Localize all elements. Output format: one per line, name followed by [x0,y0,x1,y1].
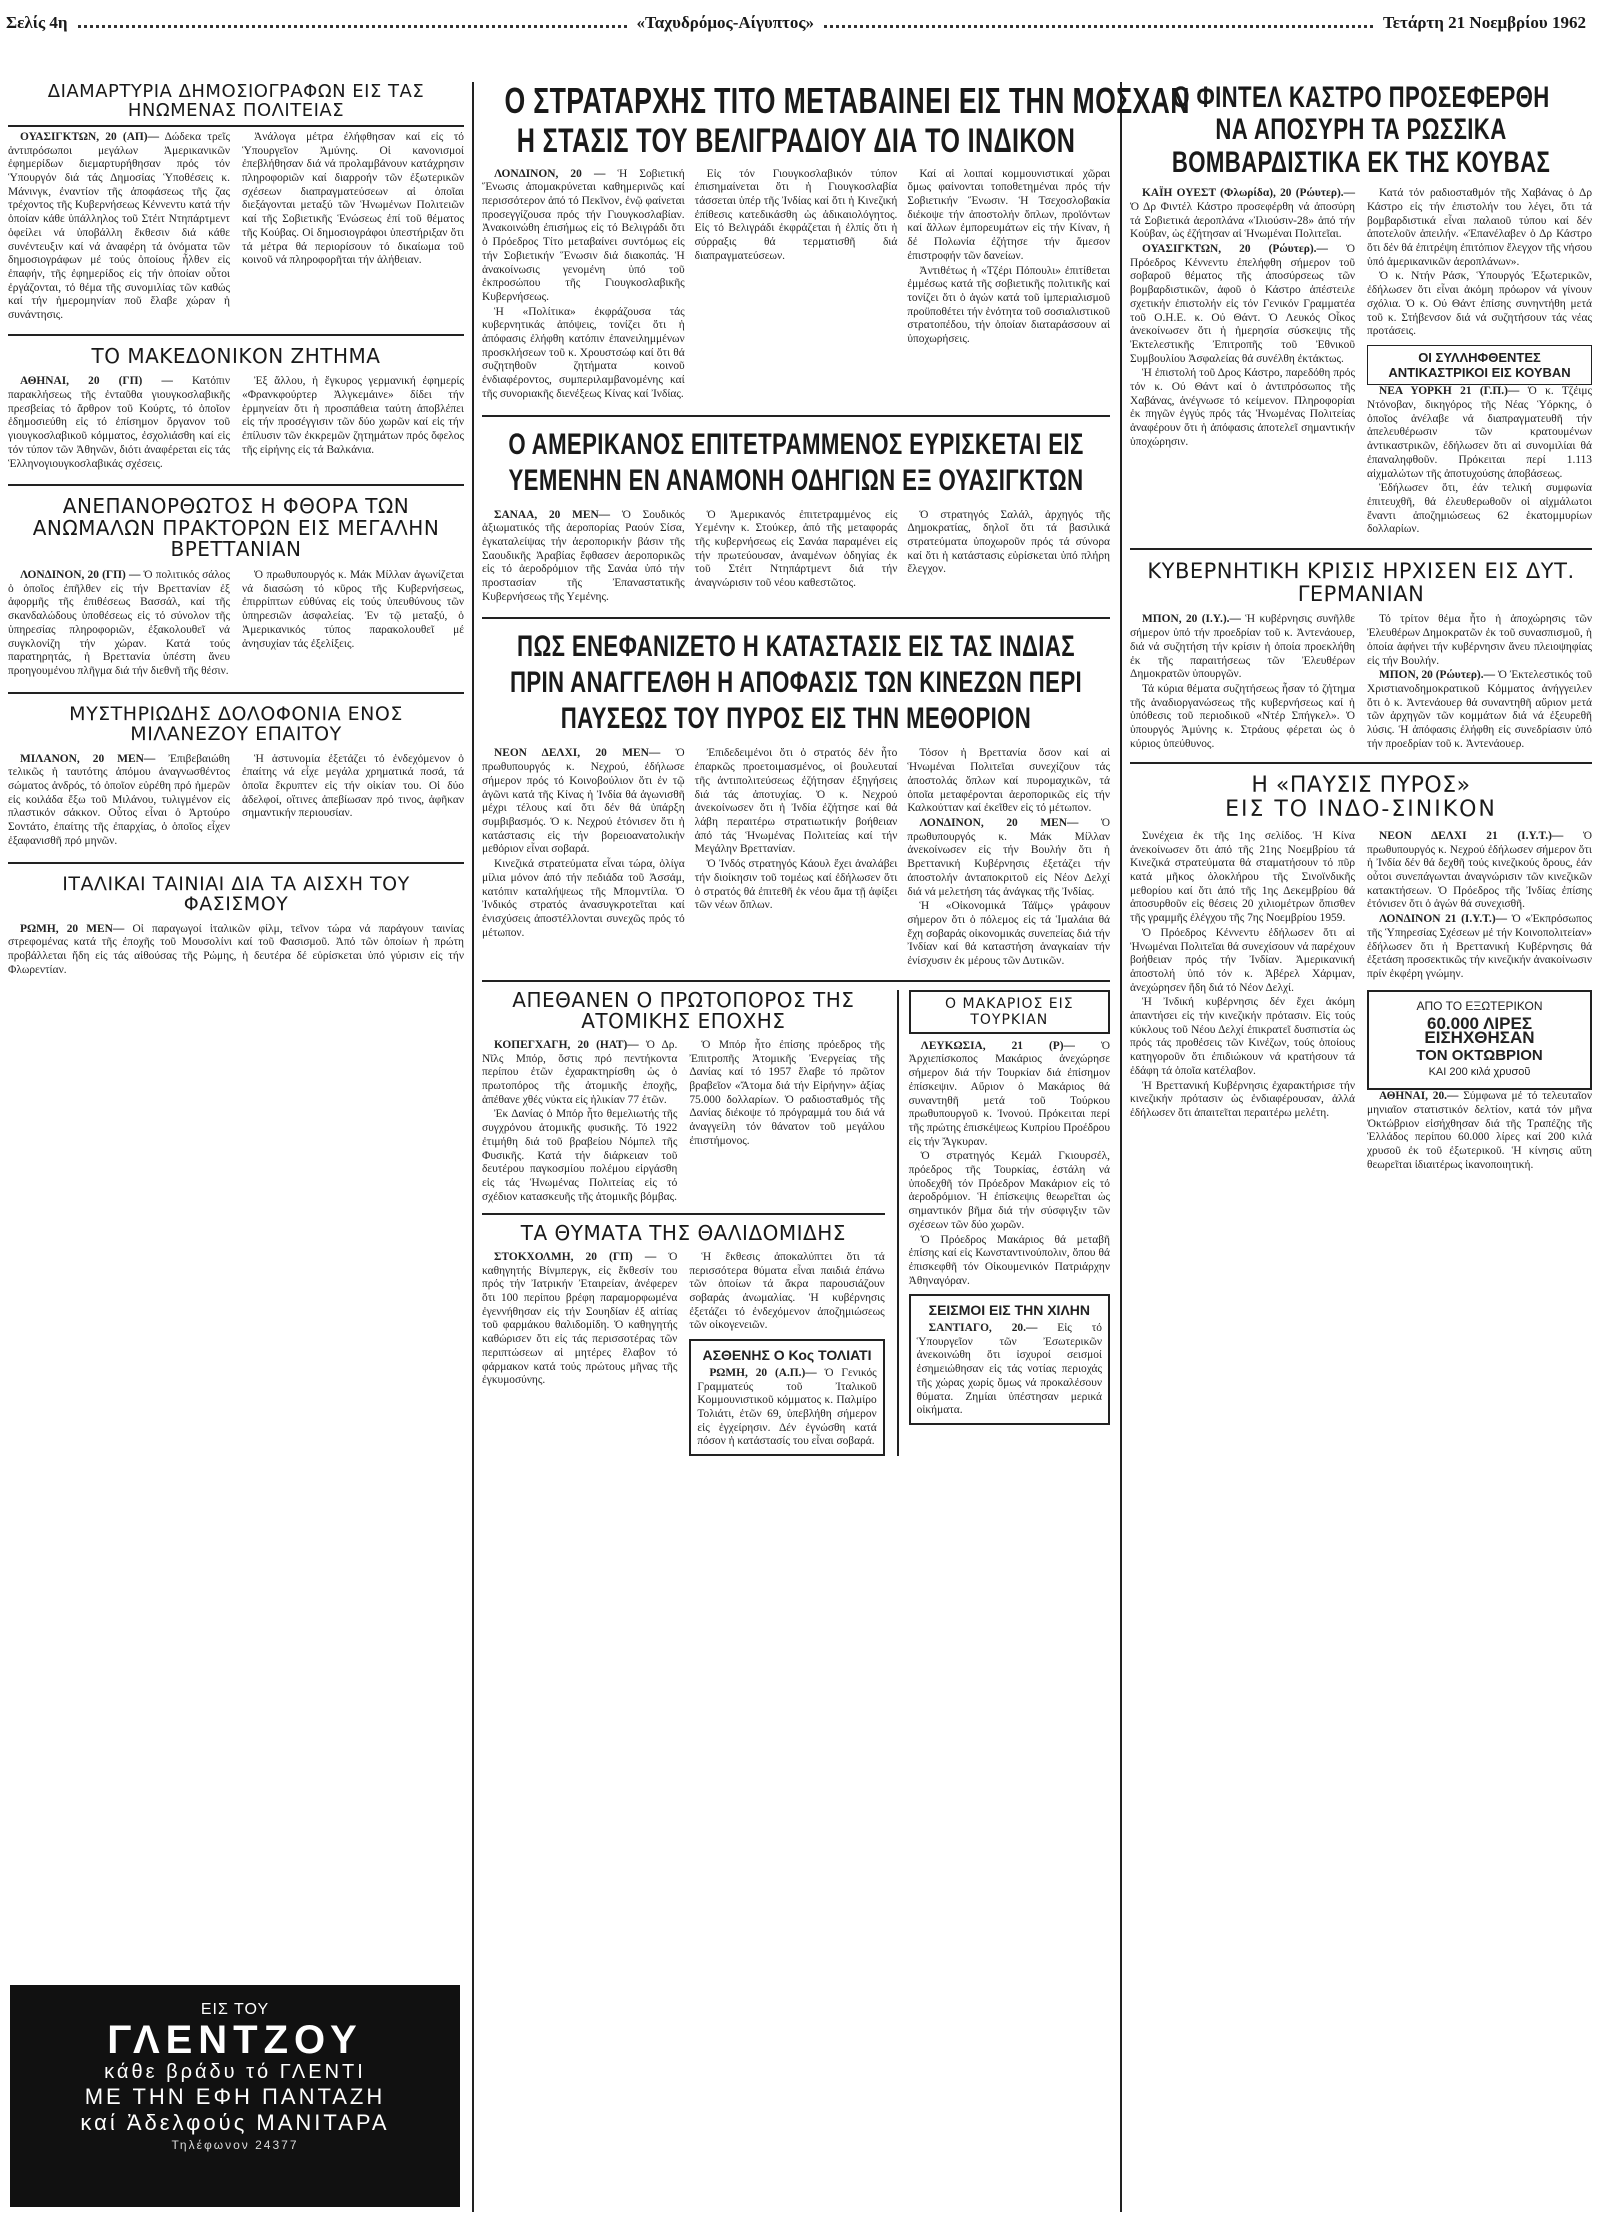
article-body: Ἐπιδεδειμένοι ὅτι ὁ στρατός δέν ἦτο ἐπαρκῶς προετοιμασμένος, οἱ βουλευταί τῆς ἀντιπολιτεύσεως ἐζήτησαν ἐξηγήσεις διά τάς ἀποτυχίας. Ὁ κ. Νεχρού ἀνεκοίνωσεν ὅτι ἡ Ἰνδία ἐζήτησε καί θά λάβη περαιτέρω στρατιωτικήν βοήθειαν ἀπό τάς Ἡνωμένας Πολιτείας καί τήν Μεγάλην Βρεττανίαν. [694,747,898,856]
article-body: Ὁ στρατηγός Σαλάλ, ἀρχηγός τῆς Δημοκρατίας, δηλοῖ ὅτι τά βασιλικά στρατεύματα ὑποχωροῦν πρός τά σύνορα καί ὅτι ἡ κατάστασις εὑρίσκεται ὑπό πλήρη ἔλεγχον. [907,508,1111,576]
article-body: Ὁ πρωθυπουργός κ. Νεχρού ἐδήλωσεν σήμερον ὅτι ἡ Ἰνδία δέν θά δεχθῆ τούς κινεζικούς ὅρους, ἐάν οὗτοι συνεπάγωνται ἀναγνώρισιν τῶν κινεζικῶν κατακτήσεων. Ὁ Πρόεδρος τῆς Ἰνδίας ἐπίσης ἐτόνισεν ὅτι ὁ ἀγών θά συνεχισθῆ. [1367,829,1592,911]
boxed-article-chile-quakes [909,1294,1110,1425]
article-macedonian-issue [8,343,464,473]
box-headline: ΟΙ ΣΥΛΛΗΦΘΕΝΤΕΣ [1418,349,1541,365]
article-body: Ὁ Ἐκτελεστικός τοῦ Χριστιανοδημοκρατικοῦ Κόμματος ἀνήγγειλεν ὅτι ὁ κ. Ἀντενάουερ θά συναντηθῆ αὔριον μετά τῶν ἀρχηγῶν τῶν κομμάτων διά νά ἐξευρεθῆ λύσις. Ἡ ἀπόφασις ἐλήφθη εἰς συνεδρίασιν ὑπό τήν προεδρίαν τοῦ κ. Ἀντενάουερ. [1367,669,1592,750]
article-body: Ὁ πρωθυπουργός κ. Μάκ Μίλλαν ἀγωνίζεται νά διασώση τό κῦρος τῆς Κυβερνήσεως, ἐπιρρίπτων εὐθύνας εἰς τούς ὑπευθύνους τῶν ὑπηρεσιῶν ἀσφαλείας. Ἐν τῷ μεταξύ, ὁ Ἀμερικανικός τύπος παρακολουθεῖ μέ ἀνησυχίαν τάς ἐξελίξεις. [242,569,464,650]
article-milan-murder [8,704,464,850]
article-body: Ἐπιβεβαιώθη τελικῶς ἡ ταυτότης ἀπόμου ἀναγνωσθέντος σώματος ἀνδρός, τό ὁποῖον εὑρέθη πρό ἡμερῶν εἰς κοιλάδα ἔξω τοῦ Μιλάνου, τυλιγμένον εἰς πλαστικόν σάκκον. Οὗτος εἶναι ὁ Ἀρτούρο Σοντάτο, ἐπαίτης τῆς ἐπαρχίας, ὁ ὁποῖος εἶχεν ἐξαφανισθῆ πρό μηνῶν. [8,752,230,847]
article-body: Εἰς τόν Γιουγκοσλαβικόν τύπον ἐπισημαίνεται ὅτι ἡ Γιουγκοσλαβία τάσσεται ὑπέρ τῆς Ἰνδίας καί ὅτι ἡ Κινεζική ἐπίθεσις κατεδικάσθη ὡς ἀδικαιολόγητος. Εἰς τό Βελιγράδι ἐκφράζεται ἡ ἐλπίς ὅτι ἡ σύρραξις θά τερματισθῆ διά διαπραγματεύσεων. [694,167,898,262]
dateline: ΛΟΝΔΙΝΟΝ, 20 — [494,167,618,180]
article-body: Οἱ παραγωγοί ἰταλικῶν φίλμ, τεῖνον τώρα νά παράγουν ταινίας στρεφομένας κατά τῆς ἐποχῆς τοῦ Μουσολίνι καί τοῦ Φασισμοῦ. Ἀπό τῶν ὁποίων ἡ πρώτη προβάλλεται ἤδη εἰς τάς αἰθούσας τῆς Ρώμης, ἡ δευτέρα δέ εὑρίσκεται ὑπό γύρισιν εἰς τήν Φλωρεντίαν. [8,922,464,976]
headline: Ο ΦΙΝΤΕΛ ΚΑΣΤΡΟ ΠΡΟΣΕΦΕΡΘΗ [1172,81,1550,114]
article-body: Ὁ Ἀρχιεπίσκοπος Μακάριος ἀνεχώρησε σήμερον διά τήν Τουρκίαν διά ἐπίσημον ἐπίσκεψιν. Αὔριον ὁ Μακάριος θά συναντηθῆ μετά τοῦ Τούρκου πρωθυπουργοῦ κ. Ἰνονού. Πρόκειται περί τῆς πρώτης ἐπισκέψεως Κυπρίου Προέδρου εἰς τήν Ἄγκυραν. [908,1039,1110,1148]
article-india-situation [482,629,1110,969]
headline: Η ΣΤΑΣΙΣ ΤΟΥ ΒΕΛΙΓΡΑΔΙΟΥ ΔΙΑ ΤΟ ΙΝΔΙΚΟΝ [516,121,1076,160]
box-headline: ΤΟΝ ΟΚΤΩΒΡΙΟΝ [1416,1046,1543,1064]
article-body: Ἡ Σοβιετική Ἕνωσις ἀπομακρύνεται καθημερινῶς καί περισσότερον ἀπό τό Πεκῖνον, ἐνῷ φαίνεται προσεγγίζουσα πρός τήν Γιουγκοσλαβίαν. Ἀνακοινώθη ἐπισήμως εἰς τό Βελιγράδι ὅτι ὁ Πρόεδρος Τίτο μεταβαίνει συντόμως εἰς τήν Σοβιετικήν Ἕνωσιν διά διακοπάς. Ἡ ἀνακοίνωσις γενομένη ὑπό τοῦ ἐκπροσώπου τῆς Γιουγκοσλαβικῆς Κυβερνήσεως. [482,167,685,303]
article-body: Δώδεκα τρεῖς ἀντιπρόσωποι μεγάλων Ἀμερικανικῶν ἐφημερίδων διεμαρτυρήθησαν πρός τόν Ὑπουργόν διά τάς Δημοσίας Ὑποθέσεις κ. Μάνινγκ, ἐναντίον τῆς ἀποφάσεως τῆς ζας τρέχοντος τῆς Κυβερνήσεως Κέννεντυ κατά τήν ὁποίαν κάθε ὑπάλληλος τοῦ Στέιτ Ντηπάρτμεντ ὀφείλει νά ὑποβάλλη ἔκθεσιν διά κάθε συνέντευξιν καί νά ἀναφέρη τά ὀνόματα τῶν δημοσιογράφων μέ τούς ὁποίους ἦλθεν εἰς ἐπαφήν, τῆς ἐφημερίδος εἰς τήν ὁποίαν οὗτοι ἐργάζονται, τό θέμα τῆς συνομιλίας τῶν καθώς καί τήν ἡμερομηνίαν ποῦ ἔλαβε χώραν ἡ συνάντησις. [8,130,230,322]
article-body: Ἡ ἀστυνομία ἐξετάζει τό ἐνδεχόμενον ὁ ἐπαίτης νά εἶχε μεγάλα χρηματικά ποσά, τά ὁποῖα ἔκρυπτεν εἰς τήν οἰκίαν του. Οἱ δύο ἀδελφοί, οἵτινες ἀπεβίωσαν πρό τινος, ἀφῆκαν σημαντικήν περιουσίαν. [242,752,464,820]
article-body: Κινεζικά στρατεύματα εἶναι τώρα, ὁλίγα μίλια μόνον ἀπό τήν πεδιάδα τοῦ Ἀσσάμ, κατόπιν καταλήψεως τῆς Μπομντίλα. Ὁ Ἰνδικός στρατός ἀνασυγκροτεῖται καί ἐνισχύσεις ἀποστέλλονται συνεχῶς πρός τό μέτωπον. [482,858,685,939]
left-column [8,82,464,2207]
dateline: ΛΟΝΔΙΝΟΝ, 20 (ΓΠ) — [20,569,141,582]
headline: ΜΥΣΤΗΡΙΩΔΗΣ ΔΟΛΟΦΟΝΙΑ ΕΝΟΣ ΜΙΛΑΝΕΖΟΥ ΕΠΑΙΤΟΥ [69,702,403,746]
article-body: Ὁ πολιτικός σάλος ὁ ὁποῖος ἐπῆλθεν εἰς τήν Βρεττανίαν ἐξ ἀφορμῆς τῆς ἐπιθέσεως Βασσάλ, καί τῆς σκανδαλώδους ὑποθέσεως εἰς τό σύνολον τῆς ὑπηρεσίας πληροφοριῶν, ἐξακολουθεῖ νά συγκλονίζη τήν χώραν. Κατά τούς παρατηρητάς, ἡ Βρεττανία ὑπέστη ἄνευ προηγουμένου πλῆγμα διά τήν διεθνῆ τῆς θέσιν. [8,569,230,677]
ad-line: ΜΕ ΤΗΝ ΕΦΗ ΠΑΝΤΑΖΗ [84,2084,386,2109]
article-body: Ἀνάλογα μέτρα ἐλήφθησαν καί εἰς τό Ὑπουργεῖον Ἀμύνης. Οἱ κανονισμοί ἐπεβλήθησαν διά νά προλαμβάνουν κατάχρησιν πληροφοριῶν καί διαρροήν τῶν ἐξωτερικῶν σχέσεων διαπραγματεύσεων αἱ ὁποῖαι διεξάγονται μεταξύ τῶν Ἡνωμένων Πολιτειῶν καί τῆς Σοβιετικῆς Ἑνώσεως ἐπί τοῦ θέματος τῆς Κούβας. Οἱ δημοσιογράφοι ὑπεστήριξαν ὅτι τά μέτρα θά περιορίσουν τό δικαίωμα τοῦ κοινοῦ νά πληροφορῆται τήν ἀλήθειαν. [242,130,464,267]
article-body: Ὁ Δρ. Νῖλς Μπόρ, ὅστις πρό πεντήκοντα περίπου ἐτῶν ἐχαρακτηρίσθη ὡς ὁ πρωτοπόρος τῆς ἀτομικῆς ἐποχῆς, ἀπέθανε χθές νύκτα εἰς ἡλικίαν 77 ἐτῶν. [482,1038,678,1106]
column-rule [472,82,474,2212]
article-body: Ὁ πρωθυπουργός κ. Μάκ Μίλλαν ἀνεκοίνωσεν εἰς τήν Βουλήν ὅτι ἡ Βρεττανική Κυβέρνησις ἐξετάζει τήν ἀποστολήν ἀνταποκριτοῦ εἰς Νέον Δελχί διά νά μελετήση τάς ἀνάγκας τῆς Ἰνδίας. [907,816,1111,898]
dateline: ΡΩΜΗ, 20 (Α.Π.)— [709,1366,817,1379]
newspaper-name: «Ταχυδρόμος-Αίγυπτος» [636,13,815,32]
box-headline: ΑΣΘΕΝΗΣ Ο Κος ΤΟΛΙΑΤΙ [702,1347,872,1364]
article-body: Ἐδήλωσεν ὅτι, ἐάν τελική συμφωνία ἐπιτευχθῆ, θά ἐλευθερωθοῦν οἱ αἰχμάλωτοι ἔναντι ἀποζημιώσεως 62 ἑκατομμυρίων δολλαρίων. [1367,482,1592,536]
article-body: Τόσον ἡ Βρεττανία ὅσον καί αἱ Ἡνωμέναι Πολιτεῖαι συνεχίζουν τάς ἀποστολάς ὅπλων καί πυρομαχικῶν, τά ὁποῖα μεταφέρονται ἀεροπορικῶς εἰς τήν Καλκούτταν καί ἐκεῖθεν εἰς τό μέτωπον. [907,747,1111,815]
advertisement-glentzou [10,1985,460,2207]
headline: Η «ΠΑΥΣΙΣ ΠΥΡΟΣ» [1251,773,1471,799]
headline: ΤΟ ΜΑΚΕΔΟΝΙΚΟΝ ΖΗΤΗΜΑ [91,343,381,368]
article-body: Ἐξ ἄλλου, ἡ ἔγκυρος γερμανική ἐφημερίς «Φρανκφούρτερ Ἀλγκεμάινε» δίδει τήν ἑρμηνείαν ὅτι ἡ προσπάθεια ταύτη ἀποβλέπει εἰς τήν προσέγγισιν τῶν δύο χωρῶν καί εἰς τήν ἐπίλυσιν τῶν ἐκκρεμῶν ζητημάτων πρός ὄφελος τῆς εἰρήνης εἰς τά Βαλκάνια. [242,375,464,456]
ad-line: καί Ἀδελφούς ΜΑΝΙΤΑΡΑ [80,2110,390,2135]
dotted-rule [824,19,1373,28]
article-journalists-protest [8,82,464,324]
article-body: Ἡ Βρεττανική Κυβέρνησις ἐχαρακτήρισε τήν κινεζικήν πρότασιν ὡς ἐνδιαφέρουσαν, ἀλλά ἐδήλωσεν ὅτι ἀπαιτεῖται περαιτέρω μελέτη. [1130,1079,1355,1119]
article-body: Ὁ Πρόεδρος Κέννεντυ ἐδήλωσεν ὅτι αἱ Ἡνωμέναι Πολιτεῖαι θά συνεχίσουν νά παρέχουν βοήθειαν πρός τήν Ἰνδίαν. Ἀμερικανική ἀποστολή ὑπό τόν κ. Ἀβέρελ Χάριμαν, ἀνεχώρησεν ἤδη διά τό Νέον Δελχί. [1130,926,1355,994]
article-body: Ὁ Ἀμερικανός ἐπιτετραμμένος εἰς Υεμένην κ. Στούκερ, ἀπό τῆς μεταφοράς τῆς κυβερνήσεως εἰς Σανάα παραμένει εἰς τήν πρωτεύουσαν, ἀναμένων ὁδηγίας ἐκ τοῦ Στέιτ Ντηπάρτμεντ διά τήν ἀναγνώρισιν τοῦ νέου καθεστῶτος. [694,508,898,590]
headline: Ο ΣΤΡΑΤΑΡΧΗΣ ΤΙΤΟ ΜΕΤΑΒΑΙΝΕΙ ΕΙΣ ΤΗΝ ΜΟΣΧΑΝ [504,80,1190,121]
dateline: ΜΠΟΝ, 20 (Ι.Υ.).— [1142,613,1241,626]
headline: ΕΙΣ ΤΟ ΙΝΔΟ-ΣΙΝΙΚΟΝ [1225,797,1497,823]
article-body: Ὁ πρωθυπουργός κ. Νεχρού, ἐδήλωσε σήμερον πρός τό Κοινοβούλιον ὅτι ἐν τῷ ἀγῶνι κατά τῆς Κίνας ἡ Ἰνδία θά ἀγωνισθῆ μέχρι τέλους καί ὅτι δέν θά ὑπάρξη συμβιβασμός. Ὁ κ. Νεχρού ἐτόνισεν ὅτι ἡ κατάστασις εἰς τήν βορειοανατολικήν μεθόριον εἶναι σοβαρά. [482,747,685,856]
dateline: ΝΕΟΝ ΔΕΛΧΙ, 20 ΜΕΝ— [494,747,661,760]
headline: ΔΙΑΜΑΡΤΥΡΙΑ ΔΗΜΟΣΙΟΓΡΑΦΩΝ ΕΙΣ ΤΑΣ ΗΝΩΜΕΝΑΣ ΠΟΛΙΤΕΙΑΣ [47,81,425,122]
article-body: Εἰς τό Ὑπουργεῖον τῶν Ἐσωτερικῶν ἀνεκοινώθη ὅτι ἰσχυροί σεισμοί ἐσημειώθησαν εἰς τάς νοτίας περιοχάς τῆς χώρας χωρίς ὅμως νά προκαλέσουν θύματα. Ζημίαι ὑπέστησαν μερικά οἰκήματα. [916,1322,1102,1417]
box-headline: ΑΝΤΙΚΑΣΤΡΙΚΟΙ ΕΙΣ ΚΟΥΒΑΝ [1388,364,1571,380]
boxed-article-gold-import [1367,990,1592,1091]
article-tito-moscow [482,80,1190,403]
ad-line: ΕΙΣ ΤΟΥ [200,2001,270,2018]
box-headline: 60.000 ΛΙΡΕΣ ΕΙΣΗΧΘΗΣΑΝ [1424,1014,1535,1048]
article-german-crisis [1130,560,1592,752]
dateline: ΝΕΑ ΥΟΡΚΗ 21 (Γ.Π.)— [1379,385,1520,398]
article-body: Ἐκ Δανίας ὁ Μπόρ ἦτο θεμελιωτής τῆς συγχρόνου ἀτομικῆς φυσικῆς. Τό 1922 ἐτιμήθη διά τοῦ βραβείου Νόμπελ τῆς Φυσικῆς. Κατά τήν διάρκειαν τοῦ δευτέρου παγκοσμίου πολέμου εἰργάσθη εἰς τάς Ἡνωμένας Πολιτείας εἰς τό σχέδιον κατασκευῆς τῆς ἀτομικῆς βόμβας. [482,1108,678,1203]
article-body: Ὁ κ. Τζέιμς Ντόνοβαν, δικηγόρος τῆς Νέας Ὑόρκης, ὁ ὁποῖος ἀνέλαβε νά διαπραγματευθῆ τήν ἀπελευθέρωσιν τῶν κρατουμένων ἀντικαστρικῶν, ἐδήλωσεν ὅτι αἱ συνομιλίαι θά ἐπαναληφθοῦν. Πρόκειται περί 1.113 αἰχμαλώτων τῆς ἀποτυχούσης ἀποβάσεως. [1367,385,1592,480]
dateline: ΚΟΠΕΓΧΑΓΗ, 20 (ΗΑΤ)— [494,1038,639,1051]
issue-date: Τετάρτη 21 Νοεμβρίου 1962 [1382,13,1586,32]
article-american-envoy-yemen [482,427,1110,606]
article-body: Κατόπιν παρακλήσεως τῆς ἐνταῦθα γιουγκοσλαβικῆς πρεσβείας τό ἄρθρον τοῦ Κούρτς, τό ὁποῖον ἐδημοσιεύθη εἰς τό ἐπίσημον ὄργανον τοῦ γιουγκοσλαβικοῦ κόμματος, ἐσχολιάσθη καί εἰς τόν τύπον τῶν Ἀθηνῶν, διότι ἀναφέρεται εἰς τάς Ἑλληνογιουγκοσλαβικάς σχέσεις. [8,375,230,470]
article-thalidomide [482,1223,885,1456]
dateline: ΚΑΪΗ ΟΥΕΣΤ (Φλωρίδα), 20 (Ρώυτερ).— [1142,187,1355,200]
headline: ΚΥΒΕΡΝΗΤΙΚΗ ΚΡΙΣΙΣ ΗΡΧΙΣΕΝ ΕΙΣ ΔΥΤ. ΓΕΡΜΑΝΙΑΝ [1147,559,1575,606]
ad-brand: ΓΛΕΝΤΖΟΥ [107,2018,363,2062]
headline: Ο ΑΜΕΡΙΚΑΝΟΣ ΕΠΙΤΕΤΡΑΜΜΕΝΟΣ ΕΥΡΙΣΚΕΤΑΙ ΕΙΣ ΥΕΜΕΝΗΝ ΕΝ ΑΝΑΜΟΝΗ ΟΔΗΓΙΩΝ ΕΞ ΟΥΑΣΙΓΚΤΩΝ [508,427,1084,497]
box-subhead: ΚΑΙ 200 κιλά χρυσοῦ [1428,1066,1531,1079]
dateline: ΣΑΝΤΙΑΓΟ, 20.— [928,1322,1038,1335]
article-body: Καί αἱ λοιπαί κομμουνιστικαί χῶραι ὅμως φαίνονται τοποθετημέναι πρός τήν Σοβιετικήν Ἕνωσιν. Ἡ Τσεχοσλοβακία διέκοψε τήν ἀποστολήν ὅπλων, προϊόντων καί ἄλλων ἐμπορευμάτων εἰς τήν Κίναν, ἡ δέ Πολωνία ἐζήτησε τήν ἄμεσον ἐπιστροφήν τῶν δανείων. [907,167,1111,262]
ad-phone: Τηλέφωνον 24377 [171,2138,299,2152]
headline-box [909,990,1110,1034]
article-body: Ὁ Γενικός Γραμματεύς τοῦ Ἰταλικοῦ Κομμουνιστικοῦ κόμματος κ. Παλμίρο Τολιάτι, ἐτῶν 69, ὑπεβλήθη σήμερον εἰς ἐγχείρησιν. Δέν ἐγνώσθη κατά πόσον ἡ κατάστασίς του εἶναι σοβαρά. [697,1366,877,1448]
article-body: Ἡ ἔκθεσις ἀποκαλύπτει ὅτι τά περισσότερα θύματα εἶναι παιδιά ἐπάνω τῶν ὁποίων τά ἄκρα παρουσιάζουν σοβαράς ἀνωμαλίας. Ἡ κυβέρνησις ἐξετάζει τό ἐνδεχόμενον ἀποζημιώσεως τῶν οἰκογενειῶν. [689,1250,885,1332]
article-body: Τό τρίτον θέμα ἦτο ἡ ἀποχώρησις τῶν Ἐλευθέρων Δημοκρατῶν ἐκ τοῦ συνασπισμοῦ, ἡ ὁποία ἀφήνει τήν κυβέρνησιν ἄνευ πλειοψηφίας εἰς τήν Βουλήν. [1367,613,1592,667]
right-column [1130,82,1592,2207]
headline: ΒΟΜΒΑΡΔΙΣΤΙΚΑ ΕΚ ΤΗΣ ΚΟΥΒΑΣ [1171,145,1551,179]
article-body: Σύμφωνα μέ τό τελευταῖον μηνιαῖον στατιστικόν δελτίον, κατά τόν μῆνα Ὀκτώβριον εἰσήχθησαν διά τῆς Τραπέζης τῆς Ἑλλάδος περίπου 60.000 λίρες καί 200 κιλά χρυσοῦ ἐκ τοῦ ἐξωτερικοῦ. Ἡ κίνησις αὕτη θεωρεῖται ἰδιαιτέρως ἱκανοποιητική. [1367,1090,1592,1171]
article-body: Ὁ Μπόρ ἦτο ἐπίσης πρόεδρος τῆς Ἐπιτροπῆς Ἀτομικῆς Ἐνεργείας τῆς Δανίας καί τό 1957 ἔλαβε τό πρῶτον βραβεῖον «Ἄτομα διά τήν Εἰρήνην» ἀξίας 75.000 δολλαρίων. Ὁ ραδιοσταθμός τῆς Δανίας διέκοψε τό πρόγραμμά του διά νά ἀναγγείλη τόν θάνατον τοῦ μεγάλου ἐπιστήμονος. [689,1038,885,1147]
headline: ΑΝΕΠΑΝΟΡΘΩΤΟΣ Η ΦΘΟΡΑ ΤΩΝ ΑΝΩΜΑΛΩΝ ΠΡΑΚΤΟΡΩΝ ΕΙΣ ΜΕΓΑΛΗΝ ΒΡΕΤΤΑΝΙΑΝ [32,494,440,562]
dateline: ΝΕΟΝ ΔΕΛΧΙ 21 (Ι.Υ.Τ.)— [1379,829,1564,842]
article-body: Κατά τόν ραδιοσταθμόν τῆς Χαβάνας ὁ Δρ Κάστρο εἰς τήν ἐπιστολήν του λέγει, ὅτι τά βομβαρδιστικά εἶναι παλαιοῦ τύπου καί δέν ἀποτελοῦν ἀπειλήν. «Ἐπανέλαβεν ὁ Δρ Κάστρο ὅτι δέν θά ἐπιτρέψη ἐπιτόπιον ἔλεγχον τῆς νήσου ὑπό ἀμερικανικῶν ἀεροπλάνων». [1367,187,1592,268]
article-body: Ὁ Σουδικός ἀξιωματικός τῆς ἀεροπορίας Ραούν Σίσα, ἐγκαταλείψας τήν ἀεροπορικήν βάσιν τῆς Σαουδικῆς Ἀραβίας ἔφθασεν ἀεροπορικῶς εἰς τό ἀεροδρόμιον τῆς Σανάα ὑπό τήν προστασίαν τῆς Ἐπαναστατικῆς Κυβερνήσεως τῆς Υεμένης. [482,508,685,603]
center-column [482,80,1190,2207]
article-body: Ἡ «Πολίτικα» ἐκφράζουσα τάς κυβερνητικάς ἀπόψεις, τονίζει ὅτι ἡ ἀπόφασις ἐλήφθη κατόπιν ἐπανειλημμένων προσκλήσεων τοῦ κ. Χρουστσώφ καί ὅτι θά συζητηθοῦν ζητήματα κοινοῦ ἐνδιαφέροντος, συμπεριλαμβανομένης καί τῆς συνοριακῆς διενέξεως Κίνας καί Ἰνδίας. [482,305,685,400]
article-body: Ἡ Ἰνδική κυβέρνησις δέν ἔχει ἀκόμη ἀπαντήσει εἰς τήν κινεζικήν πρότασιν. Εἰς τούς κύκλους τοῦ Νέου Δελχί ἐπικρατεῖ δυσπιστία ὡς πρός τάς προθέσεις τῶν Κινέζων, τούς ὁποίους κατηγοροῦν ὅτι ἐπιδιώκουν νά κρατήσουν τά ἐδάφη τά ὁποῖα κατέλαβον. [1130,996,1355,1077]
article-body: Ὁ Πρόεδρος Κέννεντυ ἐπελήφθη σήμερον τοῦ σοβαροῦ θέματος τῆς ἀποσύρσεως τῶν βομβαρδιστικῶν, ἀφοῦ ὁ Κάστρο ἀπέστειλε σχετικήν ἐπιστολήν εἰς τόν Γενικόν Γραμματέα τοῦ Ο.Η.Ε. κ. Ού Θάντ. Ὁ Λευκός Οἶκος ἀνεκοίνωσεν ὅτι ἡ ἡμερησία σύσκεψις τῆς Ἐκτελεστικῆς Ἐπιτροπῆς τοῦ Ἐθνικοῦ Συμβουλίου Ἀσφαλείας θά συνέλθη ἐκτάκτως. [1130,242,1355,365]
dateline: ΑΘΗΝΑΙ, 20 (ΓΠ) — [20,375,173,388]
article-body: Τά κύρια θέματα συζητήσεως ἦσαν τό ζήτημα τῆς ἀναδιοργανώσεως τῆς κυβερνήσεως καί ἡ ὑπόθεσις τοῦ περιοδικοῦ «Ντέρ Σπήγκελ». Ὁ ὑπουργός Ἀμύνης κ. Στράους φέρεται ὡς ὁ κύριος ὑπεύθυνος. [1130,682,1355,750]
article-body: Ὁ Πρόεδρος Μακάριος θά μεταβῆ ἐπίσης καί εἰς Κωνσταντινούπολιν, ὅπου θά ἐπισκεφθῆ τόν Οἰκουμενικόν Πατριάρχην Ἀθηναγόραν. [908,1233,1110,1287]
headline: ΤΑ ΘΥΜΑΤΑ ΤΗΣ ΘΑΛΙΔΟΜΙΔΗΣ [520,1221,846,1246]
dateline: ΣΑΝΑΑ, 20 ΜΕΝ— [494,508,611,521]
boxed-article-anticastro-prisoners [1367,345,1592,385]
article-body: Ὁ κ. Ντήν Ράσκ, Ὑπουργός Ἐξωτερικῶν, ἐδήλωσεν ὅτι εἶναι ἀκόμη πρόωρον νά γίνουν σχόλια. Ὁ κ. Ού Θάντ ἐπίσης συνηντήθη μετά τοῦ κ. Στήβενσον διά νά συζητήσουν τάς νέας προτάσεις. [1367,270,1592,338]
article-body: Ὁ Ἰνδός στρατηγός Κάουλ ἔχει ἀναλάβει τήν διοίκησιν τοῦ τομέως καί ἐδήλωσεν ὅτι ὁ στρατός θά ἐπιτεθῆ ἐκ νέου ἅμα τῇ ἀφίξει τῶν νέων ὅπλων. [694,858,898,912]
headline: ΙΤΑΛΙΚΑΙ ΤΑΙΝΙΑΙ ΔΙΑ ΤΑ ΑΙΣΧΗ ΤΟΥ ΦΑΣΙΣΜΟΥ [62,872,410,916]
article-body: Ἡ «Οἰκονομικά Τάϊμς» γράφουν σήμερον ὅτι ὁ πόλεμος εἰς τά Ἱμαλάια θά ἔχη σοβαράς οἰκονομικάς συνεπείας διά τήν Ἰνδίαν καί θά καταστήση ἀναγκαίαν τήν ἐνίσχυσιν ἐκ μέρους τῶν Δυτικῶν. [907,900,1111,968]
running-head [6,10,1586,36]
article-spy-damage-britain [8,496,464,679]
dateline: ΜΠΟΝ, 20 (Ρώυτερ).— [1379,669,1495,682]
dateline: ΟΥΑΣΙΓΚΤΩΝ, 20 (Ρώυτερ).— [1142,242,1328,255]
dateline: ΜΙΛΑΝΟΝ, 20 ΜΕΝ— [20,752,156,765]
headline: ΠΩΣ ΕΝΕΦΑΝΙΖΕΤΟ Η ΚΑΤΑΣΤΑΣΙΣ ΕΙΣ ΤΑΣ ΙΝΔΙΑΣ ΠΡΙΝ ΑΝΑΓΓΕΛΘΗ Η ΑΠΟΦΑΣΙΣ ΤΩΝ ΚΙΝΕΖΩΝ ΠΕΡΙ ΠΑΥΣΕΩΣ ΤΟΥ ΠΥΡΟΣ ΕΙΣ ΤΗΝ ΜΕΘΟΡΙΟΝ [509,630,1083,736]
article-body: Συνέχεια ἐκ τῆς 1ης σελίδος. Ἡ Κίνα ἀνεκοίνωσεν ὅτι ἀπό τῆς 21ης Νοεμβρίου τά Κινεζικά στρατεύματα θά σταματήσουν τό πῦρ κατά μῆκος ὁλοκλήρου τῆς Σινοϊνδικῆς μεθορίου καί ὅτι ἀπό τῆς 1ης Δεκεμβρίου θά ἀποσυρθοῦν εἰς θέσεις 20 χιλιομέτρων ὄπισθεν τῆς γραμμῆς ἐλέγχου τῆς 7ης Νοεμβρίου 1959. [1130,829,1355,925]
column-rule [1120,82,1122,2212]
page-number: Σελίς 4η [6,13,68,32]
dateline: ΡΩΜΗ, 20 ΜΕΝ— [20,922,125,935]
dateline: ΛΟΝΔΙΝΟΝ, 20 ΜΕΝ— [919,816,1079,829]
boxed-article-togliatti [689,1339,884,1456]
headline: ΑΠΕΘΑΝΕΝ Ο ΠΡΩΤΟΠΟΡΟΣ ΤΗΣ ΑΤΟΜΙΚΗΣ ΕΠΟΧΗΣ [512,987,855,1034]
article-body: Ὁ «Ἐκπρόσωπος τῆς Ὑπηρεσίας Σχέσεων μέ τήν Κοινοπολιτείαν» ἐδήλωσεν ὅτι ἡ Βρεττανική Κυβέρνησις θά ἐξετάση προσεκτικῶς τήν κινεζικήν ἀνακοίνωσιν πρίν ἐκφέρη γνώμην. [1367,913,1592,980]
article-body: Ὁ στρατηγός Κεμάλ Γκιουρσέλ, πρόεδρος τῆς Τουρκίας, ἐστάλη νά ὑποδεχθῆ τόν Πρόεδρον Μακάριον εἰς τό ἀεροδρόμιον. Ἡ ἐπίσκεψις θεωρεῖται ὡς σημαντικόν βῆμα διά τήν σύσφιγξιν τῶν σχέσεων τῶν δύο χωρῶν. [908,1150,1110,1231]
ad-line: κάθε βράδυ τό ΓΛΕΝΤΙ [104,2061,366,2083]
dotted-rule [78,19,627,28]
article-body: Ἡ κυβέρνησις συνῆλθε σήμερον ὑπό τήν προεδρίαν τοῦ κ. Ἀντενάουερ, διά νά συζητήση τήν κρίσιν ἡ ὁποία προεκλήθη ἐκ τῆς παραιτήσεως τῶν Ἐλευθέρων Δημοκρατῶν ὑπουργῶν. [1130,613,1355,681]
article-castro-bombers [1130,82,1592,538]
article-body: Ἀντιθέτως ἡ «Τζέρι Πόπουλι» ἐπιτίθεται ἐμμέσως κατά τῆς σοβιετικῆς πολιτικῆς καί τονίζει ὅτι ὁ ἀγών κατά τοῦ ἰμπεριαλισμοῦ προϋποθέτει τήν ἑνότητα τοῦ σοσιαλιστικοῦ στρατοπέδου, τήν ὁποίαν διαταράσσουν αἱ ὑποχωρήσεις. [907,264,1111,346]
box-headline: ΣΕΙΣΜΟΙ ΕΙΣ ΤΗΝ ΧΙΛΗΝ [928,1302,1090,1319]
article-body: Ἡ ἐπιστολή τοῦ Δρος Κάστρο, παρεδόθη πρός τόν κ. Ού Θάντ καί ὁ ἀντιπρόσωπος τῆς Χαβάνας, ἀνέγνωσε τό κείμενον. Πληροφορίαι ἐκ πηγῶν ἐγγύς πρός τάς Ἡνωμένας Πολιτείας ἀναφέρουν ὅτι ἡ ἀπόφασις ἀποτελεῖ σημαντικήν ὑποχώρησιν. [1130,367,1355,448]
dateline: ΛΟΝΔΙΝΟΝ 21 (Ι.Υ.Τ.)— [1379,913,1508,926]
headline: Ο ΜΑΚΑΡΙΟΣ ΕΙΣ ΤΟΥΡΚΙΑΝ [945,995,1074,1028]
article-bohr-death [482,987,885,1206]
dateline: ΣΤΟΚΧΟΛΜΗ, 20 (ΓΠ) — [494,1250,657,1263]
dateline: ΛΕΥΚΩΣΙΑ, 21 (Ρ)— [920,1039,1075,1052]
box-label: ΑΠΟ ΤΟ ΕΞΩΤΕΡΙΚΟΝ [1416,998,1543,1013]
article-italian-films [8,874,464,978]
article-ceasefire-indo-chinese [1130,774,1592,1173]
headline: ΝΑ ΑΠΟΣΥΡΗ ΤΑ ΡΩΣΣΙΚΑ [1215,113,1507,147]
article-makarios-turkey [909,990,1110,1289]
article-body: Ὁ Δρ Φιντέλ Κάστρο προσεφέρθη νά ἀποσύρη τά Σοβιετικά ἀεροπλάνα «Ἰλιούσιν-28» ἀπό τήν Κούβαν, ὡς ἐζήτησαν αἱ Ἡνωμέναι Πολιτεῖαι. [1130,200,1355,241]
dateline: ΑΘΗΝΑΙ, 20.— [1379,1090,1459,1103]
article-body: Ὁ καθηγητής Βίνμπεργκ, εἰς ἔκθεσίν του πρός τήν Ἰατρικήν Ἐταιρείαν, ἀνέφερεν ὅτι 100 περίπου βρέφη παραμορφωμένα ἐγεννήθησαν εἰς τήν Σουηδίαν ἐξ αἰτίας τοῦ φαρμάκου θαλιδομίδη. Ὁ καθηγητής καθώρισεν ὅτι εἰς τάς περισσοτέρας τῶν περιπτώσεων αἱ μητέρες ἔλαβον τό φάρμακον κατά τούς πρώτους μῆνας τῆς ἐγκυμοσύνης. [482,1250,678,1387]
dateline: ΟΥΑΣΙΓΚΤΩΝ, 20 (ΑΠ)— [20,130,159,143]
